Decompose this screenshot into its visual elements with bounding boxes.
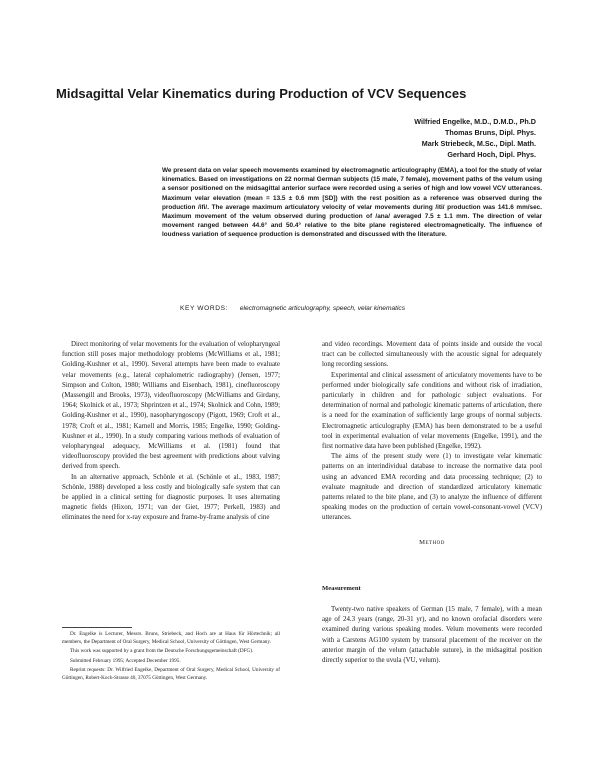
author-name: Wilfried Engelke, M.D., D.M.D., Ph.D (414, 117, 536, 126)
footnote: Submitted February 1995; Accepted December 1995. (70, 657, 181, 664)
measurement-body (322, 605, 542, 666)
section-heading-method: Method (419, 539, 445, 546)
paper-title: Midsagittal Velar Kinematics during Production of VCV Sequences (56, 86, 467, 101)
author-list (236, 117, 536, 161)
body-paragraph: and video recordings. Movement data of points inside and outside the vocal tract can be collected simultaneously with the acoustic signal for adequately long recording sessions. (322, 341, 542, 369)
body-paragraph: Twenty-two native speakers of German (15 male, 7 female), with a mean age of 24.3 years (range, 20-31 yr), and no known orofacial disorders were examined during various speaking modes. Velum movements were recorded with a Carstens AG100 system by transoral placement of the receiver on the anterior margin of the velum (attachable suture), in the midsagittal position directly superior to the uvula (VU, velum). (322, 606, 542, 665)
keywords-terms: electromagnetic articulography, speech, velar kinematics (239, 305, 406, 312)
footnote: Dr. Engelke is Lecturer, Messrs. Bruns, Striebeck, and Hoch are at Haus für Hörtechnik; all members, the Department of Oral Surgery, Medical School, University of Göttingen, West Germany. (62, 631, 280, 645)
footnotes (62, 631, 280, 685)
body-column-right (322, 340, 542, 524)
keywords-label: KEY WORDS: (180, 305, 229, 312)
abstract: We present data on velar speech movements examined by electromagnetic articulography (EMA), a tool for the study of velar kinematics. Based on investigations on 22 normal German subjects (15 male, 7 female), movement paths of the velum using a sensor positioned on the midsagittal anterior surface were recorded using a series of high and low vowel VCV utterances. Maximum velar elevation (mean = 13.5 ± 0.6 mm [SD]) with the rest position as a reference was observed during the production /ifi/. The average maximum articulatory velocity of velar movements during /iti/ production was 141.6 mm/sec. Maximum movement of the velum observed during production of /ana/ averaged 7.5 ± 1.1 mm. The direction of velar movement ranged between 44.6° and 50.4° relative to the bite plane registered electromagnetically. The influence of loudness variation of sequence production is demonstrated and discussed with the literature. (162, 167, 542, 239)
footnote-divider (62, 627, 132, 628)
body-column-left (62, 340, 280, 524)
author-name: Gerhard Hoch, Dipl. Phys. (447, 149, 536, 159)
body-paragraph: Experimental and clinical assessment of articulatory movements have to be performed under biologically safe conditions and without risk of irradiation, particularly in children and for pathologic subject evaluations. For determination of normal and pathologic kinematic patterns of articulation, there is a need for the examination of sufficiently large groups of normal subjects. Electromagnetic articulography (EMA) has been demonstrated to be a useful tool in experimental evaluation of velar movements (Engelke, 1991), and the first normative data have been published (Engelke, 1992). (322, 371, 542, 451)
subsection-heading-measurement: Measurement (322, 585, 361, 592)
body-paragraph: Direct monitoring of velar movements for the evaluation of velopharyngeal function still poses major methodology problems (McWilliams et al., 1981; Golding-Kushner et al., 1990). Several attempts have been made to evaluate velar movements (e.g., lateral cephalometric radiography) (Jensen, 1977; Simpson and Colton, 1980; Williams and Eisenbach, 1981), cinefluoroscopy (Massengill and Brooks, 1973), videofluoroscopy (McWilliams and Girdany, 1964; Skolnick et al., 1973; Shprintzen et al., 1974; Skolnick and Cohn, 1989; Golding-Kushner et al., 1990), nasopharyngoscopy (Pigott, 1969; Croft et al., 1978; Croft et al., 1981; Karnell and Morris, 1985; Engelke, 1990; Golding-Kushner et al., 1990). In a study comparing various methods of evaluation of velopharyngeal adequacy, McWilliams et al. (1981) found that videofluoroscopy provided the best agreement with predictions about valving derived from speech. (62, 341, 280, 471)
body-paragraph: In an alternative approach, Schönle et al. (Schönle et al., 1983, 1987; Schönle, 1988) developed a less costly and biologically safe system that can be applied in a clinical setting for diagnostic purposes. It uses alternating magnetic fields (Hixon, 1971; van der Giet, 1977; Perkell, 1983) and eliminates the need for x-ray exposure and frame-by-frame analysis of cine (62, 473, 280, 522)
keywords (180, 305, 540, 312)
author-name: Mark Striebeck, M.Sc., Dipl. Math. (421, 138, 536, 148)
footnote: This work was supported by a grant from the Deutsche Forschungsgemeinschaft (DFG). (70, 648, 254, 655)
body-paragraph: The aims of the present study were (1) to investigate velar kinematic patterns on an interindividual database to increase the normative data pool using an advanced EMA recording and data processing technique; (2) to evaluate magnitude and direction of standardized articulatory kinematic patterns related to the bite plane, and (3) to analyze the influence of different speaking modes on the production of certain vowel-consonant-vowel (VCV) utterances. (322, 453, 542, 522)
author-name: Thomas Bruns, Dipl. Phys. (444, 127, 536, 137)
footnote: Reprint requests: Dr. Wilfried Engelke, Department of Oral Surgery, Medical School, University of Göttingen, Robert-Koch-Strasse 40, 37075 Göttingen, West Germany. (62, 667, 280, 681)
